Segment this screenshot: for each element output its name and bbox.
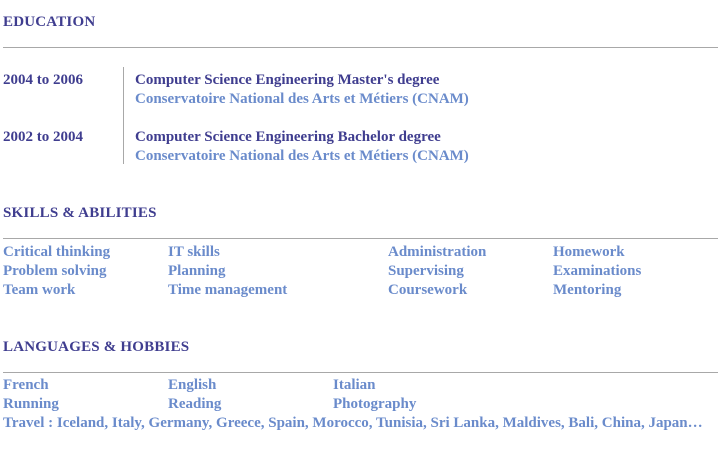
language-hobby-item: Italian (333, 377, 376, 393)
skill-item: Problem solving (3, 263, 107, 279)
language-hobby-item: Reading (168, 396, 222, 412)
skills-column (388, 243, 486, 300)
skills-column (553, 243, 641, 300)
education-years: 2002 to 2004 (3, 129, 83, 145)
skill-item: Mentoring (553, 282, 622, 298)
languages-column (3, 376, 59, 414)
language-hobby-item: Photography (333, 396, 417, 412)
skills-grid (3, 243, 718, 301)
education-heading: EDUCATION (3, 14, 96, 30)
skill-item: Team work (3, 282, 76, 298)
education-degree: Computer Science Engineering Bachelor degree (135, 129, 441, 145)
skills-column (3, 243, 110, 300)
education-divider (3, 47, 718, 48)
languages-heading: LANGUAGES & HOBBIES (3, 339, 190, 355)
skill-item: Planning (168, 263, 226, 279)
skill-item: Coursework (388, 282, 468, 298)
skill-item: Critical thinking (3, 244, 111, 260)
languages-column (168, 376, 221, 414)
education-school: Conservatoire National des Arts et Métiers (CNAM) (135, 91, 469, 107)
languages-column (333, 376, 416, 414)
travel-list: Travel : Iceland, Italy, Germany, Greece, Spain, Morocco, Tunisia, Sri Lanka, Maldives, Bali, China, Japan… (3, 415, 703, 431)
skill-item: Examinations (553, 263, 642, 279)
language-hobby-item: Running (3, 396, 59, 412)
education-entry-bachelor (3, 128, 718, 166)
languages-grid (3, 376, 718, 414)
languages-divider (3, 372, 718, 373)
skill-item: Supervising (388, 263, 464, 279)
education-entry-master (3, 71, 718, 109)
skills-column (168, 243, 287, 300)
skills-heading: SKILLS & ABILITIES (3, 205, 157, 221)
education-years: 2004 to 2006 (3, 72, 83, 88)
skill-item: Time management (168, 282, 288, 298)
language-hobby-item: English (168, 377, 217, 393)
education-school: Conservatoire National des Arts et Métiers (CNAM) (135, 148, 469, 164)
skill-item: Homework (553, 244, 625, 260)
skill-item: Administration (388, 244, 487, 260)
education-degree: Computer Science Engineering Master's degree (135, 72, 440, 88)
language-hobby-item: French (3, 377, 49, 393)
skills-divider (3, 238, 718, 239)
skill-item: IT skills (168, 244, 220, 260)
